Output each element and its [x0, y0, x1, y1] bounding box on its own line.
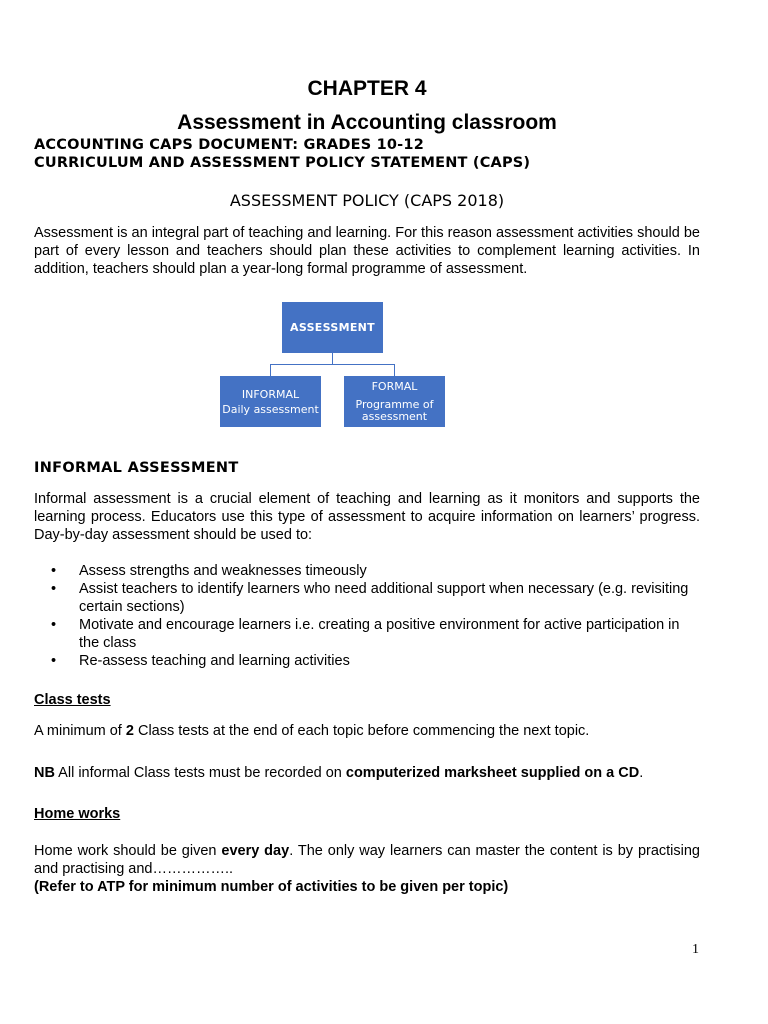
informal-bullet-list: [34, 562, 700, 670]
diagram-formal-box: [344, 376, 445, 427]
class-tests-text-end: Class tests at the end of each topic before commencing the next topic.: [133, 723, 590, 739]
diagram-root-box: [282, 302, 383, 353]
bullet-icon: •: [51, 617, 57, 633]
informal-assessment-heading: INFORMAL ASSESSMENT: [34, 460, 239, 476]
diagram-formal-title: FORMAL: [371, 379, 418, 393]
list-item-text: Assist teachers to identify learners who need additional support when necessary (e.g. revisiting certain sections): [79, 581, 689, 615]
caps-statement-subtitle: CURRICULUM AND ASSESSMENT POLICY STATEMENT (CAPS): [34, 155, 531, 171]
diagram-informal-title: INFORMAL: [241, 387, 300, 401]
diagram-connector-horizontal: [270, 364, 395, 365]
list-item-text: Motivate and encourage learners i.e. creating a positive environment for active participation in the class: [79, 617, 680, 651]
diagram-connector-vertical: [332, 353, 333, 364]
diagram-connector-left: [270, 364, 271, 376]
list-item: [34, 562, 700, 580]
class-tests-count: 2: [125, 723, 134, 739]
diagram-root-label: ASSESSMENT: [290, 321, 375, 334]
class-tests-text: A minimum of: [34, 723, 126, 739]
caps-document-subtitle: ACCOUNTING CAPS DOCUMENT: GRADES 10-12: [34, 137, 424, 153]
nb-text-end: .: [639, 765, 644, 781]
home-works-refer-note: (Refer to ATP for minimum number of activities to be given per topic): [34, 879, 509, 895]
diagram-informal-box: [220, 376, 321, 427]
home-works-text-end: . The only way learners can master the content is by practising and practising and……………..: [34, 843, 700, 877]
class-tests-paragraph: [34, 722, 700, 740]
nb-paragraph: [34, 764, 700, 782]
diagram-informal-sub: Daily assessment: [222, 402, 319, 416]
home-works-emphasis: every day: [221, 843, 290, 859]
informal-paragraph: Informal assessment is a crucial element of teaching and learning as it monitors and supports the learning process. Educators use this type of assessment to acquire information on learners’ progress. Day-by-day assessment should be used to:: [34, 491, 700, 543]
home-works-paragraph: [34, 842, 700, 896]
list-item-text: Assess strengths and weaknesses timeously: [79, 563, 367, 579]
bullet-icon: •: [51, 581, 57, 597]
bullet-icon: •: [51, 653, 57, 669]
list-item: [34, 580, 700, 616]
page-number: 1: [692, 942, 699, 957]
diagram-connector-right: [394, 364, 395, 376]
class-tests-heading: Class tests: [34, 692, 111, 708]
nb-label: NB: [34, 765, 55, 781]
list-item-text: Re-assess teaching and learning activities: [79, 653, 350, 669]
list-item: [34, 616, 700, 652]
chapter-title: Assessment in Accounting classroom: [177, 111, 557, 134]
intro-paragraph: Assessment is an integral part of teaching and learning. For this reason assessment activities should be part of every lesson and teachers should plan these activities to complement learning activities. In addition, teachers should plan a year-long formal programme of assessment.: [34, 225, 700, 277]
home-works-text: Home work should be given: [34, 843, 222, 859]
chapter-heading: CHAPTER 4: [307, 77, 427, 100]
home-works-heading: Home works: [34, 806, 121, 822]
nb-text: All informal Class tests must be recorded on: [54, 765, 346, 781]
policy-heading: ASSESSMENT POLICY (CAPS 2018): [229, 191, 505, 210]
bullet-icon: •: [51, 563, 57, 579]
list-item: [34, 652, 700, 670]
diagram-formal-sub: Programme of assessment: [355, 397, 434, 423]
nb-emphasis: computerized marksheet supplied on a CD: [345, 765, 640, 781]
